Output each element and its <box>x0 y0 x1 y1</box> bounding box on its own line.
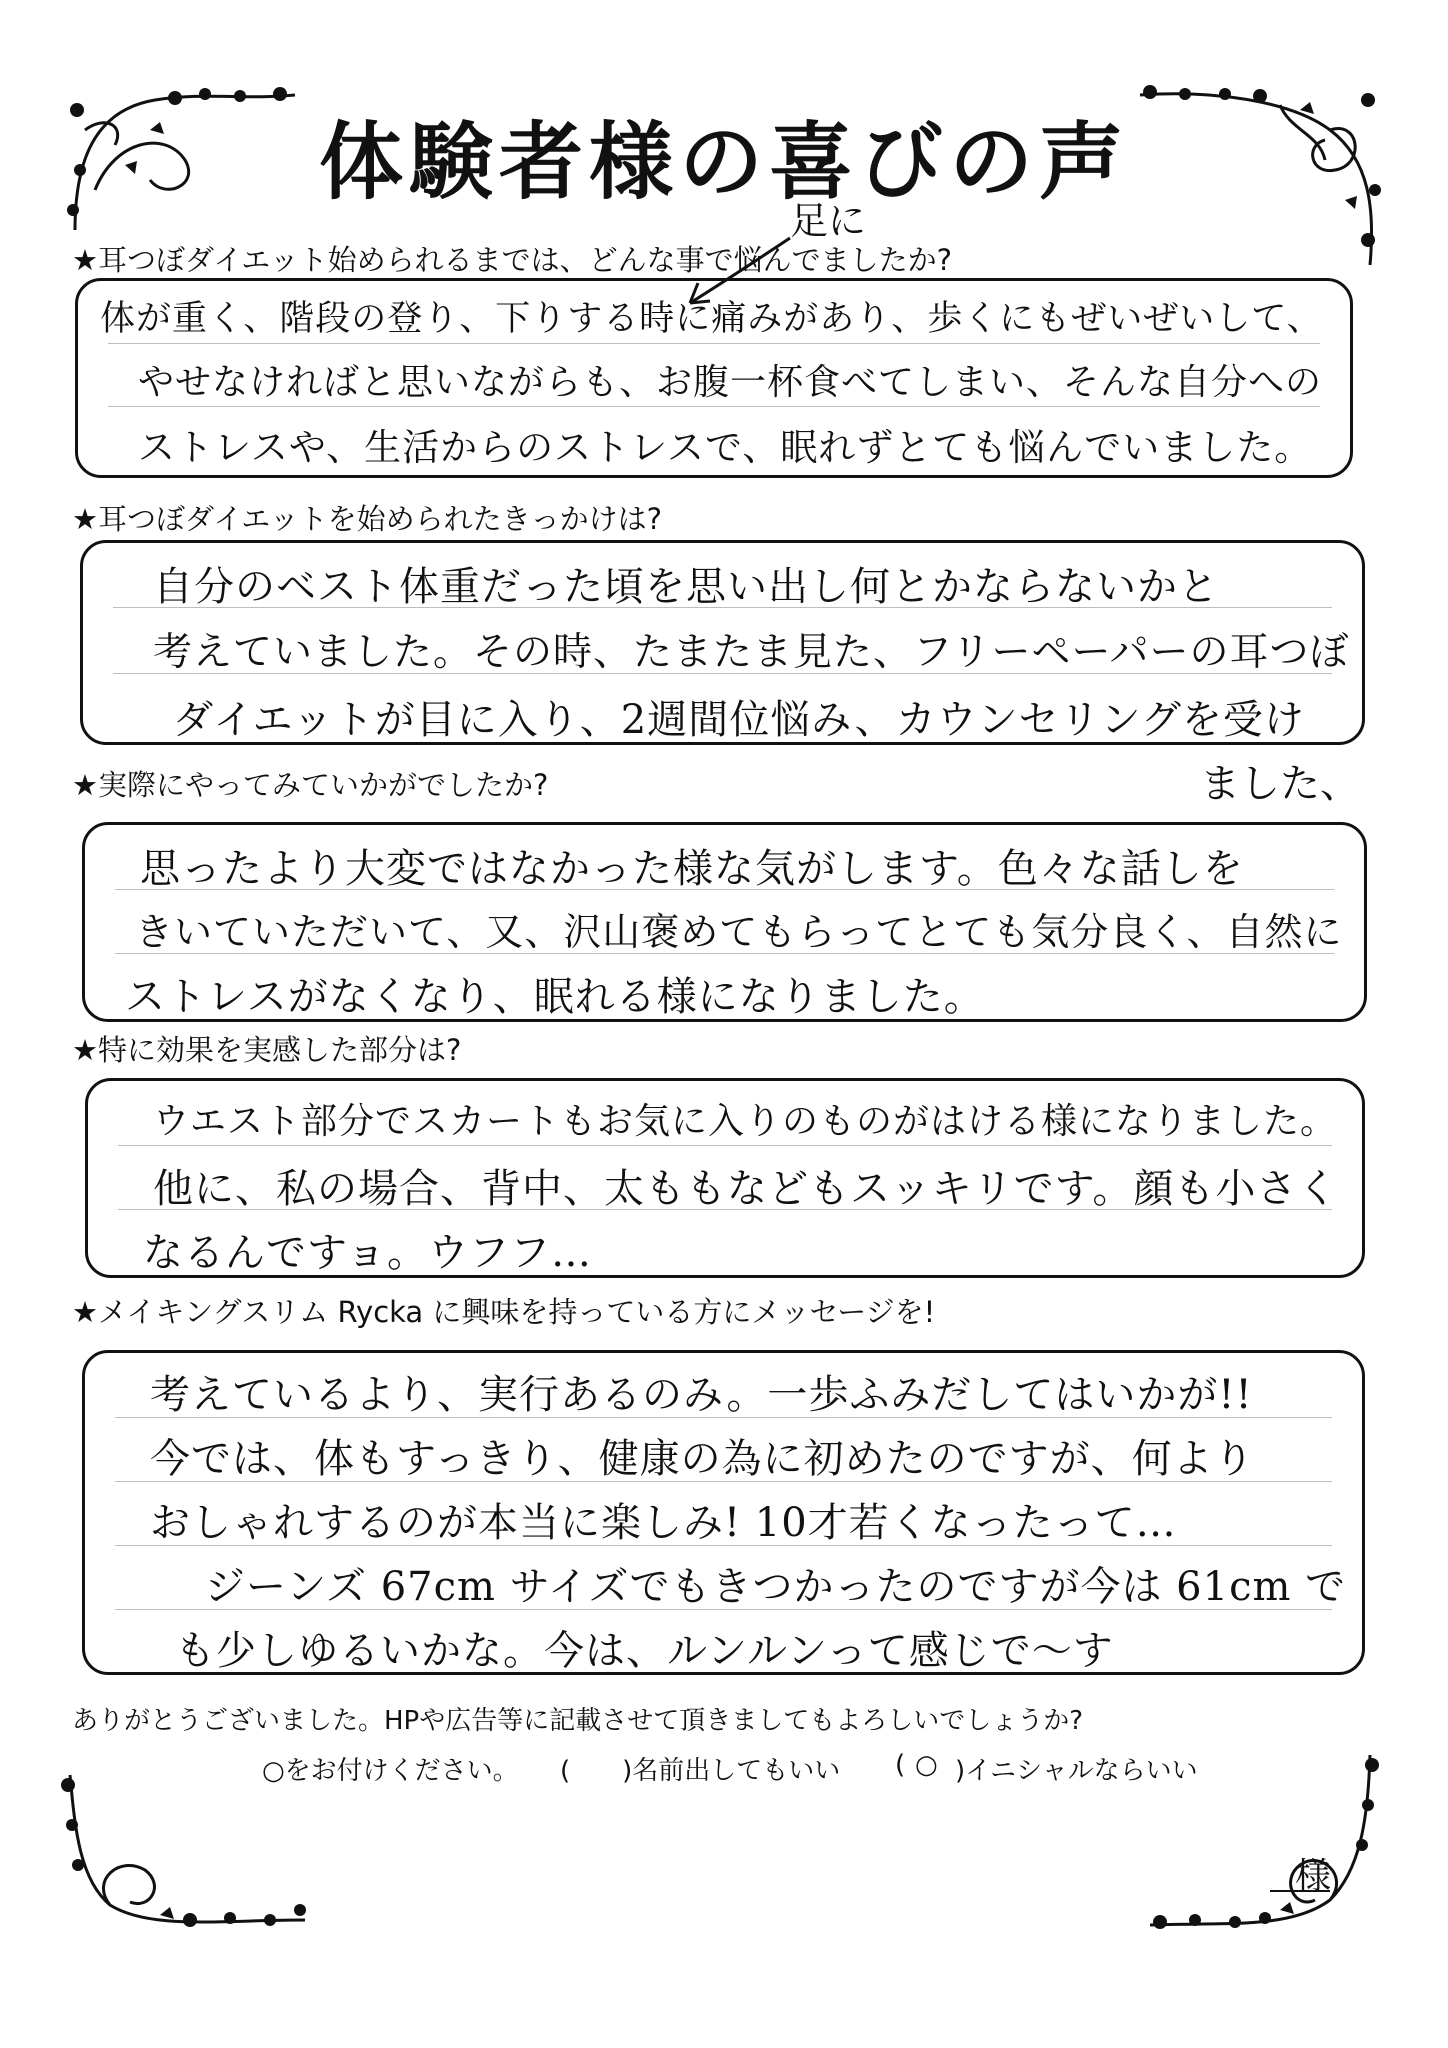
answer-line: おしゃれするのが本当に楽しみ! 10才若くなったって… <box>150 1500 1177 1546</box>
answer-line: 思ったより大変ではなかった様な気がします。色々な話しを <box>140 846 1244 892</box>
answer-line: 自分のベスト体重だった頃を思い出し何とかならないかと <box>153 564 1219 610</box>
answer-line: 他に、私の場合、背中、太ももなどもスッキリです。顔も小さく <box>153 1166 1339 1212</box>
option-initial-open-paren: ( <box>895 1750 906 1780</box>
answer-line: ウエスト部分でスカートもお気に入りのものがはける様になりました。 <box>153 1101 1338 1142</box>
question-5: ★メイキングスリム Rycka に興味を持っている方にメッセージを! <box>72 1295 936 1329</box>
answer-line: ストレスがなくなり、眠れる様になりました。 <box>125 974 985 1020</box>
answer-line: ダイエットが目に入り、2週間位悩み、カウンセリングを受け <box>173 697 1305 743</box>
answer-overflow-text: ました、 <box>1200 761 1360 807</box>
option-name-ok[interactable]: ( )名前出してもいい <box>560 1756 841 1786</box>
answer-line: ジーンズ 67cm サイズでもきつかったのですが今は 61cm で <box>205 1564 1347 1610</box>
answer-box-1 <box>75 278 1353 478</box>
option-initial-mark[interactable]: ○ <box>915 1750 938 1780</box>
answer-line: なるんですョ。ウフフ… <box>143 1230 592 1276</box>
answer-box-4 <box>85 1078 1365 1278</box>
answer-box-2 <box>80 540 1365 745</box>
answer-line: 考えていました。その時、たまたま見た、フリーペーパーの耳つぼ <box>153 630 1350 675</box>
answer-line: きいていただいて、又、沢山褒めてもらってとても気分良く、自然に <box>135 910 1343 954</box>
honorific-sama: 様 <box>1295 1856 1332 1897</box>
question-3: ★実際にやってみていかがでしたか? <box>72 768 549 802</box>
question-2: ★耳つぼダイエットを始められたきっかけは? <box>72 502 663 536</box>
consent-instruction: ○をお付けください。 <box>262 1756 519 1786</box>
option-initial-ok[interactable]: )イニシャルならいい <box>955 1756 1198 1786</box>
answer-line: 体が重く、階段の登り、下りする時に痛みがあり、歩くにもぜいぜいして、 <box>100 299 1323 339</box>
answer-line: 考えているより、実行あるのみ。一歩ふみだしてはいかが!! <box>150 1372 1253 1418</box>
floral-ornament-bottom-left <box>50 1770 310 1940</box>
question-1: ★耳つぼダイエット始められるまでは、どんな事で悩んでましたか? <box>72 243 953 277</box>
answer-box-3 <box>82 822 1367 1022</box>
answer-line: 今では、体もすっきり、健康の為に初めたのですが、何より <box>150 1436 1255 1482</box>
answer-line: も少しゆるいかな。今は、ルンルンって感じで〜す <box>175 1628 1114 1674</box>
page-title: 体験者様の喜びの声 <box>318 113 1129 211</box>
answer-line: やせなければと思いながらも、お腹一杯食べてしまい、そんな自分への <box>138 362 1323 403</box>
answer-box-5 <box>82 1350 1365 1675</box>
question-4: ★特に効果を実感した部分は? <box>72 1033 462 1067</box>
consent-question: ありがとうございました。HPや広告等に記載させて頂きましてもよろしいでしょうか? <box>72 1706 1084 1736</box>
handwritten-annotation: 足に <box>790 199 867 243</box>
answer-line: ストレスや、生活からのストレスで、眠れずとても悩んでいました。 <box>138 426 1313 469</box>
